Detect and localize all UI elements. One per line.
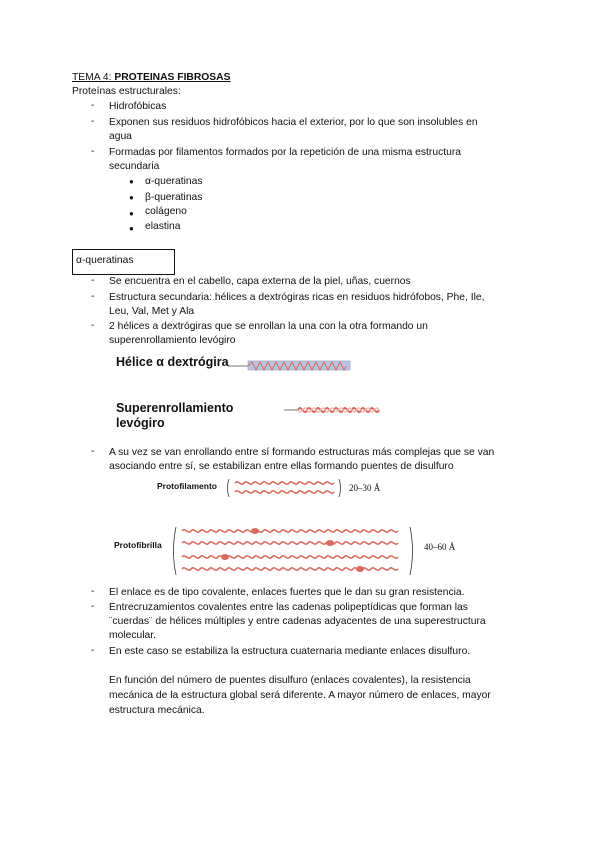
dash-bullet: - bbox=[91, 601, 95, 612]
list-item: Formadas por filamentos formados por la repetición de una misma estructura bbox=[109, 147, 461, 158]
protofilament-illustration bbox=[225, 477, 345, 499]
list-item-cont: Leu, Val, Met y Ala bbox=[109, 306, 195, 317]
list-item-cont: ¨cuerdas¨ de hélices múltiples y entre cadenas adyacentes de una superestructura bbox=[109, 616, 486, 627]
protofibril-size: 40–60 Å bbox=[424, 542, 456, 552]
intro-text: Proteínas estructurales: bbox=[72, 86, 181, 97]
dash-bullet: - bbox=[91, 116, 95, 127]
list-item: Entrecruzamientos covalentes entre las cadenas polipeptídicas que forman las bbox=[109, 602, 468, 613]
type-item: elastina bbox=[145, 221, 181, 232]
dash-bullet: - bbox=[91, 645, 95, 656]
protofilament-label: Protofilamento bbox=[157, 481, 217, 491]
list-item-cont: asociando entre sí, se estabilizan entre ellas formando puentes de disulfuro bbox=[109, 461, 454, 472]
dash-bullet: - bbox=[91, 320, 95, 331]
superhelix-label-2: levógiro bbox=[116, 416, 165, 430]
section-box-label: α-queratinas bbox=[76, 255, 134, 266]
type-item: colágeno bbox=[145, 206, 187, 217]
protofilament-size: 20–30 Å bbox=[349, 483, 381, 493]
dash-bullet: - bbox=[91, 146, 95, 157]
bullet-dot: ● bbox=[129, 177, 134, 186]
page-title bbox=[72, 71, 230, 85]
dash-bullet: - bbox=[91, 100, 95, 111]
list-item: Hidrofóbicas bbox=[109, 101, 167, 112]
closing-line: mecánica de la estructura global será diferente. A mayor número de enlaces, mayor bbox=[109, 690, 491, 701]
superhelix-illustration bbox=[284, 403, 382, 417]
superhelix-label-1: Superenrollamiento bbox=[116, 401, 234, 415]
protofibril-illustration bbox=[170, 525, 420, 577]
bullet-dot: ● bbox=[129, 209, 134, 218]
list-item-cont: molecular. bbox=[109, 630, 156, 641]
title-main: PROTEINAS FIBROSAS bbox=[114, 72, 231, 83]
dash-bullet: - bbox=[91, 275, 95, 286]
list-item: 2 hélices a dextrógiras que se enrollan la una con la otra formando un bbox=[109, 321, 428, 332]
helix-label: Hélice α dextrógira bbox=[116, 355, 229, 369]
list-item: En este caso se estabiliza la estructura cuaternaria mediante enlaces disulfuro. bbox=[109, 646, 471, 657]
list-item: El enlace es de tipo covalente, enlaces fuertes que le dan su gran resistencia. bbox=[109, 587, 465, 598]
alpha-helix-illustration bbox=[228, 358, 352, 372]
list-item: A su vez se van enrollando entre sí formando estructuras más complejas que se van bbox=[109, 447, 495, 458]
list-item: Se encuentra en el cabello, capa externa de la piel, uñas, cuernos bbox=[109, 276, 411, 287]
closing-line: estructura mecánica. bbox=[109, 705, 205, 716]
dash-bullet: - bbox=[91, 586, 95, 597]
type-item: α-queratinas bbox=[145, 176, 203, 187]
protofibril-label: Protofibrilla bbox=[114, 540, 162, 550]
bullet-dot: ● bbox=[129, 193, 134, 202]
title-prefix: TEMA 4: bbox=[72, 72, 115, 83]
bullet-dot: ● bbox=[129, 224, 134, 233]
dash-bullet: - bbox=[91, 291, 95, 302]
list-item-cont: secundaria bbox=[109, 161, 160, 172]
closing-line: En función del número de puentes disulfuro (enlaces covalentes), la resistencia bbox=[109, 675, 471, 686]
type-item: β-queratinas bbox=[145, 192, 203, 203]
list-item-cont: agua bbox=[109, 131, 132, 142]
list-item-cont: superenrollamiento levógiro bbox=[109, 335, 236, 346]
list-item: Exponen sus residuos hidrofóbicos hacia el exterior, por lo que son insolubles en bbox=[109, 117, 478, 128]
list-item: Estructura secundaria: hélices a dextrógiras ricas en residuos hidrófobos, Phe, Ile, bbox=[109, 292, 485, 303]
dash-bullet: - bbox=[91, 446, 95, 457]
